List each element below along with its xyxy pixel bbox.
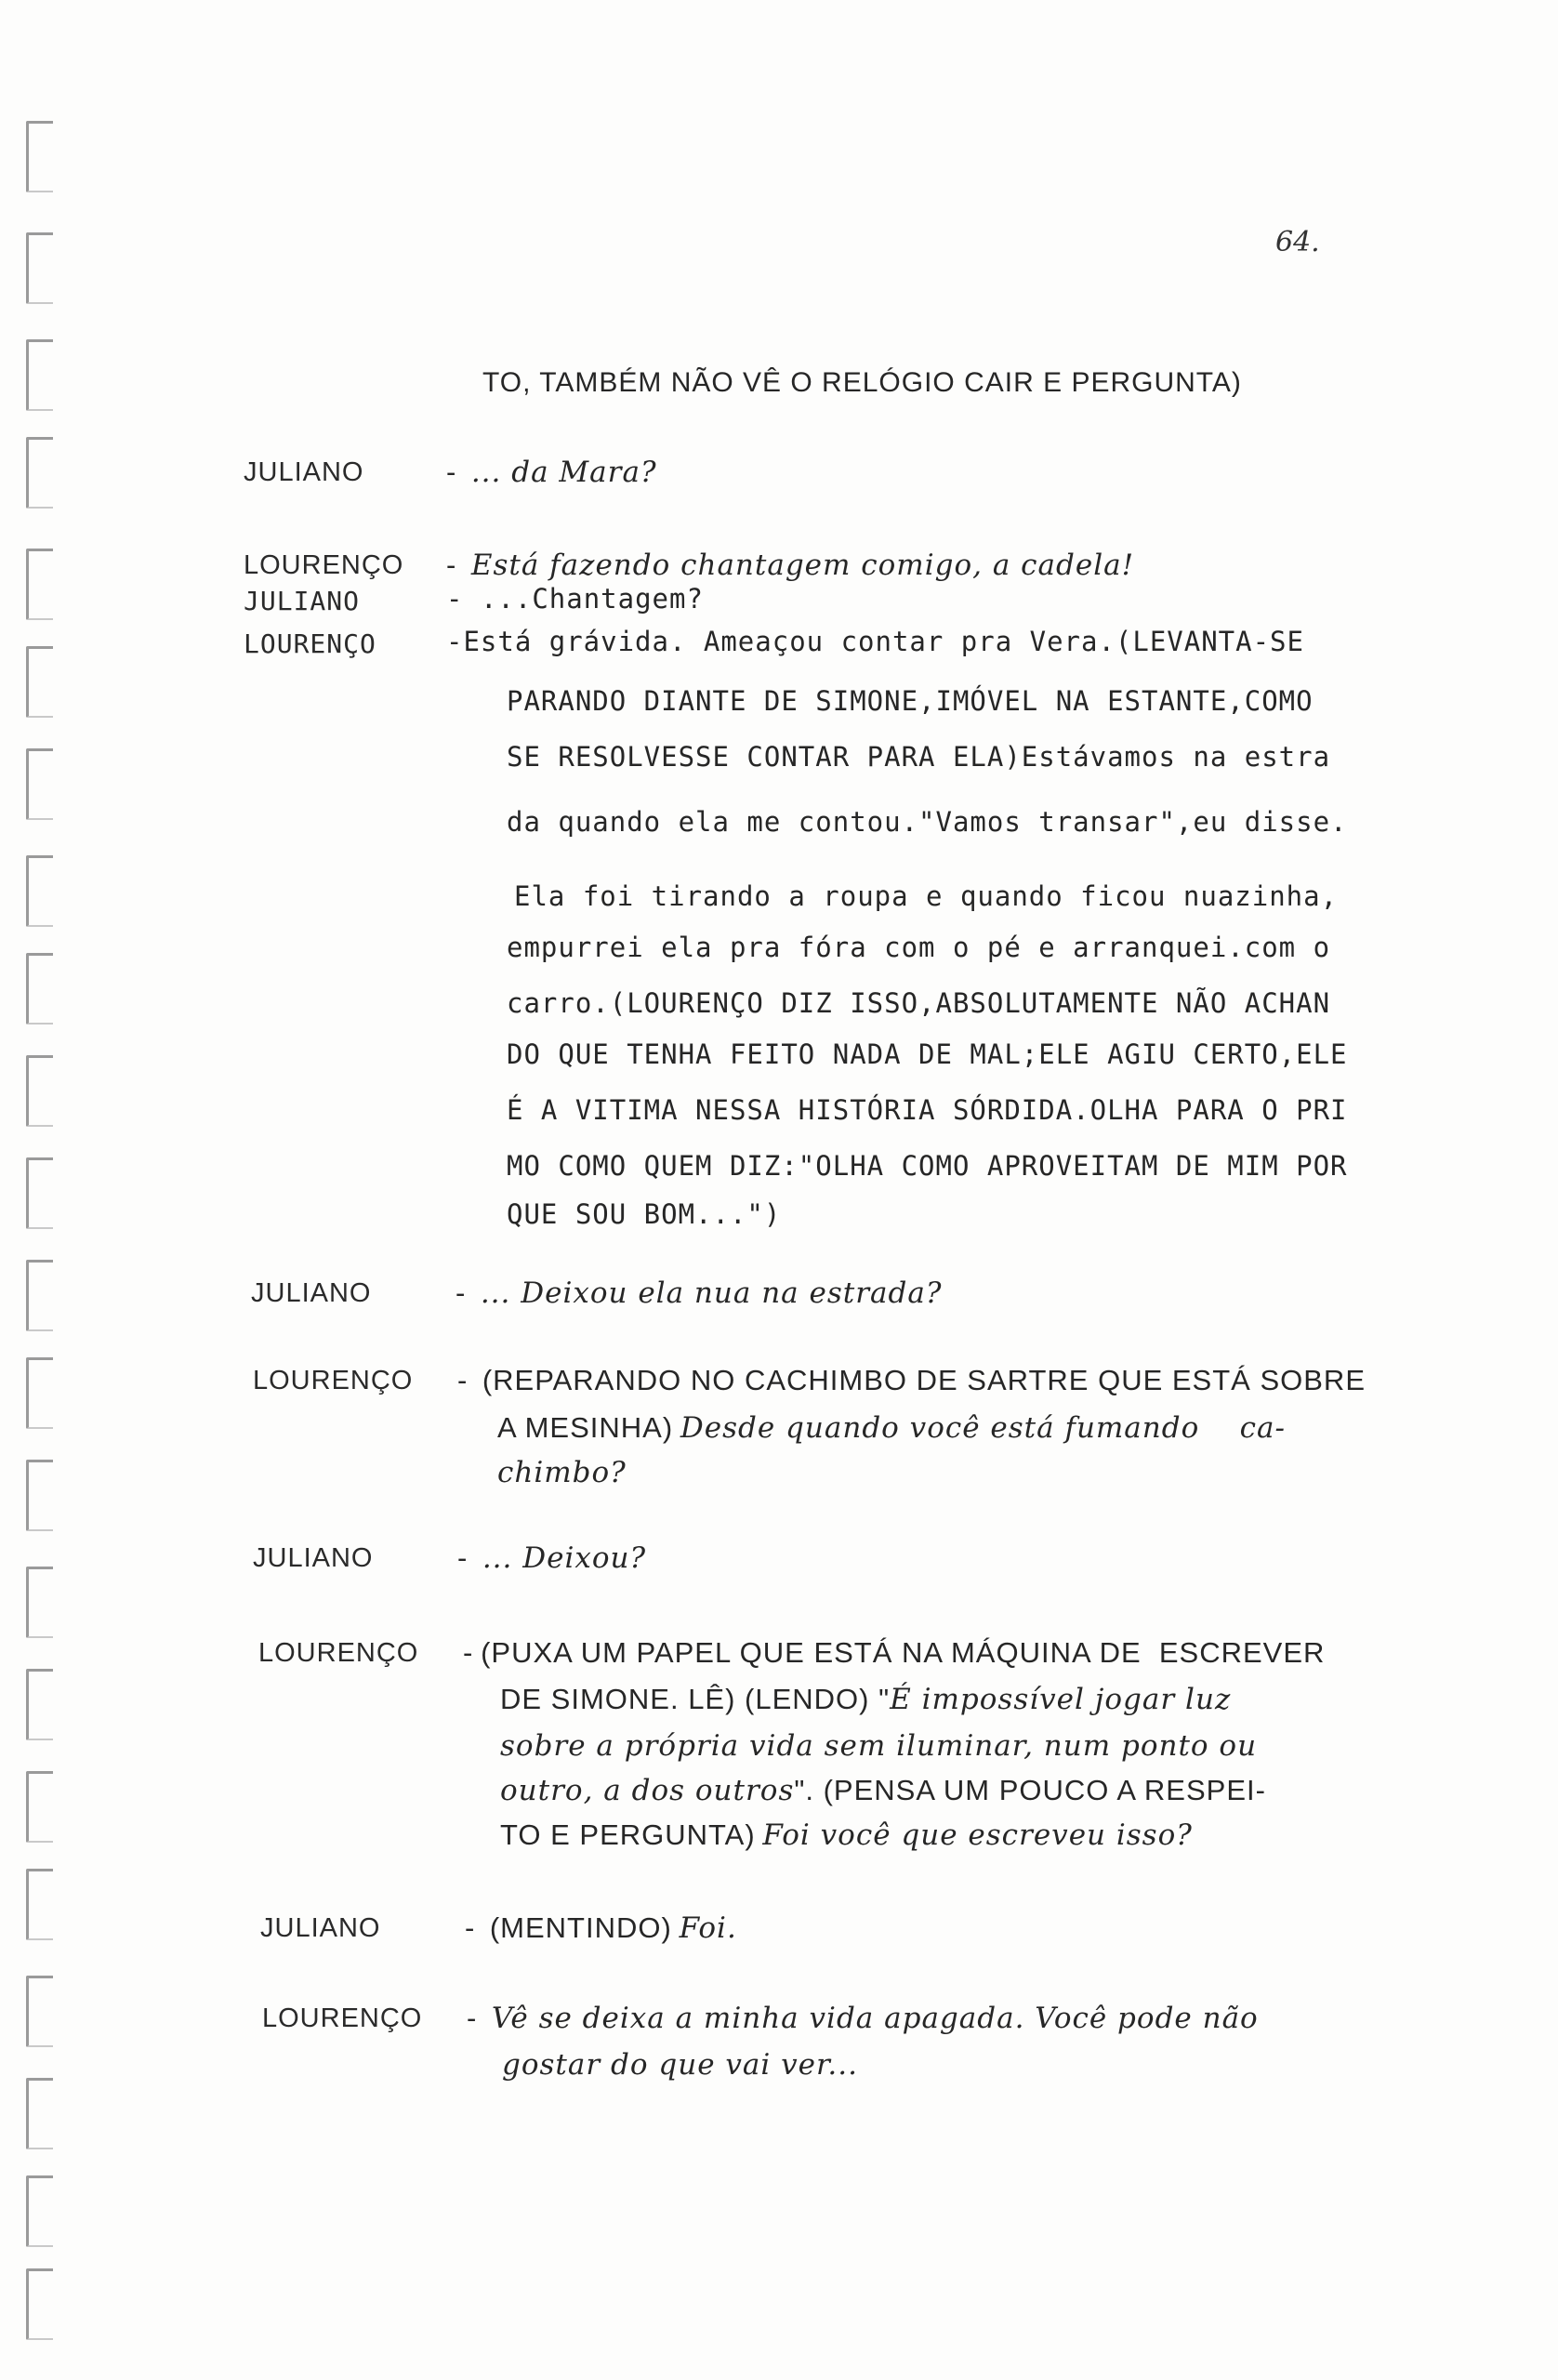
binding-mark — [26, 1976, 53, 2047]
binding-mark — [26, 339, 53, 411]
binding-mark — [26, 1771, 53, 1843]
script-line: QUE SOU BOM...") — [507, 1198, 782, 1230]
script-line: PARANDO DIANTE DE SIMONE,IMÓVEL NA ESTANTE,COMO — [507, 685, 1314, 717]
binding-mark — [26, 437, 53, 509]
script-line: TO E PERGUNTA) Foi você que escreveu isso? — [500, 1818, 1193, 1852]
speaker-name: JULIANO — [253, 1543, 374, 1573]
binding-mark — [26, 646, 53, 718]
binding-mark — [26, 1869, 53, 1940]
page-number: 64. — [1275, 226, 1320, 258]
script-line: - ... Deixou ela nua na estrada? — [456, 1276, 943, 1310]
script-line: SE RESOLVESSE CONTAR PARA ELA)Estávamos na estra — [507, 741, 1331, 773]
script-line: chimbo? — [497, 1456, 627, 1489]
binding-mark — [26, 953, 53, 1025]
binding-mark — [26, 2268, 53, 2340]
binding-mark — [26, 1669, 53, 1740]
script-line: A MESINHA) Desde quando você está fumando ca- — [497, 1411, 1286, 1445]
binding-mark — [26, 121, 53, 192]
speaker-name: LOURENÇO — [244, 628, 376, 659]
script-line: - Está fazendo chantagem comigo, a cadela! — [446, 549, 1135, 582]
script-line: MO COMO QUEM DIZ:"OLHA COMO APROVEITAM DE MIM POR — [507, 1150, 1348, 1182]
script-line: - Vê se deixa a minha vida apagada. Você pode não — [467, 2002, 1259, 2035]
binding-mark — [26, 1460, 53, 1531]
binding-mark — [26, 748, 53, 820]
script-line: - ... da Mara? — [446, 456, 657, 489]
binding-mark — [26, 1260, 53, 1331]
speaker-name: JULIANO — [251, 1278, 372, 1308]
script-line: Ela foi tirando a roupa e quando ficou nuazinha, — [514, 880, 1339, 912]
binding-mark — [26, 1055, 53, 1127]
script-line: empurrei ela pra fóra com o pé e arranquei.com o — [507, 932, 1331, 963]
binding-mark — [26, 855, 53, 927]
script-line: É A VITIMA NESSA HISTÓRIA SÓRDIDA.OLHA PARA O PRI — [507, 1094, 1348, 1126]
script-line: -Está grávida. Ameaçou contar pra Vera.(LEVANTA-SE — [446, 626, 1304, 657]
script-line: sobre a própria vida sem iluminar, num ponto ou — [500, 1729, 1258, 1763]
speaker-name: JULIANO — [244, 586, 361, 616]
script-line: DE SIMONE. LÊ) (LENDO) "É impossível jogar luz — [500, 1683, 1232, 1716]
speaker-name: JULIANO — [260, 1913, 381, 1943]
speaker-name: JULIANO — [244, 457, 364, 487]
binding-mark — [26, 1567, 53, 1638]
speaker-name: LOURENÇO — [262, 2003, 423, 2033]
script-line: - (MENTINDO) Foi. — [465, 1911, 737, 1945]
script-line: carro.(LOURENÇO DIZ ISSO,ABSOLUTAMENTE NÃO ACHAN — [507, 987, 1331, 1019]
script-line: - (REPARANDO NO CACHIMBO DE SARTRE QUE ESTÁ SOBRE — [457, 1364, 1366, 1396]
binding-mark — [26, 1357, 53, 1429]
script-line: da quando ela me contou."Vamos transar",eu disse. — [507, 806, 1348, 838]
binding-mark — [26, 1157, 53, 1229]
script-line: - ... Deixou? — [457, 1541, 647, 1575]
binding-mark — [26, 2175, 53, 2247]
script-line: DO QUE TENHA FEITO NADA DE MAL;ELE AGIU CERTO,ELE — [507, 1038, 1348, 1070]
script-line: - ...Chantagem? — [446, 583, 704, 615]
script-line: - (PUXA UM PAPEL QUE ESTÁ NA MÁQUINA DE ESCREVER — [463, 1636, 1326, 1669]
script-line: TO, TAMBÉM NÃO VÊ O RELÓGIO CAIR E PERGUNTA) — [482, 367, 1242, 398]
speaker-name: LOURENÇO — [244, 550, 404, 580]
binding-mark — [26, 2078, 53, 2149]
speaker-name: LOURENÇO — [258, 1638, 419, 1668]
binding-mark — [26, 549, 53, 620]
speaker-name: LOURENÇO — [253, 1366, 414, 1395]
script-line: outro, a dos outros". (PENSA UM POUCO A RESPEI- — [500, 1774, 1266, 1807]
script-line: gostar do que vai ver... — [502, 2048, 858, 2082]
binding-mark — [26, 232, 53, 304]
